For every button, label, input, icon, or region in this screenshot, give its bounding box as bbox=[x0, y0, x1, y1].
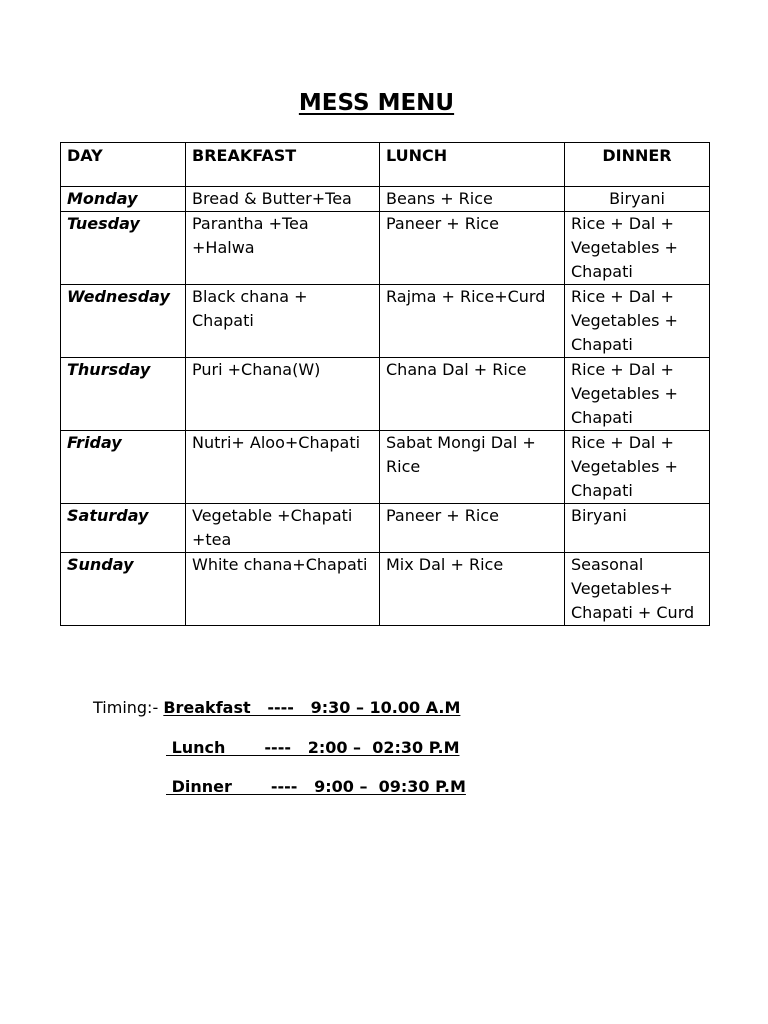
lunch-cell: Rajma + Rice+Curd bbox=[380, 285, 565, 358]
dinner-cell: Rice + Dal + Vegetables + Chapati bbox=[565, 358, 710, 431]
table-row bbox=[61, 187, 710, 212]
table-header-row bbox=[61, 143, 710, 187]
table-row bbox=[61, 504, 710, 553]
lunch-cell: Chana Dal + Rice bbox=[380, 358, 565, 431]
timing-dinner: Dinner ---- 9:00 – 09:30 P.M bbox=[166, 777, 466, 796]
table-row bbox=[61, 431, 710, 504]
header-lunch: LUNCH bbox=[380, 143, 565, 187]
breakfast-cell: Vegetable +Chapati +tea bbox=[186, 504, 380, 553]
day-cell: Sunday bbox=[61, 553, 186, 626]
day-cell: Tuesday bbox=[61, 212, 186, 285]
lunch-cell: Beans + Rice bbox=[380, 187, 565, 212]
lunch-cell: Sabat Mongi Dal + Rice bbox=[380, 431, 565, 504]
header-dinner: DINNER bbox=[565, 143, 710, 187]
lunch-cell: Paneer + Rice bbox=[380, 212, 565, 285]
breakfast-cell: White chana+Chapati bbox=[186, 553, 380, 626]
day-cell: Saturday bbox=[61, 504, 186, 553]
day-cell: Monday bbox=[61, 187, 186, 212]
dinner-cell: Biryani bbox=[565, 187, 710, 212]
breakfast-cell: Puri +Chana(W) bbox=[186, 358, 380, 431]
page-title: MESS MENU bbox=[298, 90, 455, 116]
mess-menu-table bbox=[60, 142, 710, 626]
header-breakfast: BREAKFAST bbox=[186, 143, 380, 187]
timing-lunch-line bbox=[166, 738, 459, 757]
table-row bbox=[61, 285, 710, 358]
day-cell: Wednesday bbox=[61, 285, 186, 358]
lunch-cell: Paneer + Rice bbox=[380, 504, 565, 553]
breakfast-cell: Nutri+ Aloo+Chapati bbox=[186, 431, 380, 504]
day-cell: Thursday bbox=[61, 358, 186, 431]
timing-breakfast-line bbox=[93, 698, 460, 717]
timing-breakfast: Breakfast ---- 9:30 – 10.00 A.M bbox=[163, 698, 461, 717]
dinner-cell: Rice + Dal + Vegetables + Chapati bbox=[565, 431, 710, 504]
lunch-cell: Mix Dal + Rice bbox=[380, 553, 565, 626]
table-row bbox=[61, 212, 710, 285]
breakfast-cell: Black chana + Chapati bbox=[186, 285, 380, 358]
breakfast-cell: Parantha +Tea +Halwa bbox=[186, 212, 380, 285]
day-cell: Friday bbox=[61, 431, 186, 504]
dinner-cell: Seasonal Vegetables+ Chapati + Curd bbox=[565, 553, 710, 626]
table-row bbox=[61, 553, 710, 626]
timing-lunch: Lunch ---- 2:00 – 02:30 P.M bbox=[166, 738, 460, 757]
dinner-cell: Biryani bbox=[565, 504, 710, 553]
dinner-cell: Rice + Dal + Vegetables + Chapati bbox=[565, 212, 710, 285]
table-row bbox=[61, 358, 710, 431]
timing-dinner-line bbox=[166, 777, 466, 796]
timing-label: Timing:- bbox=[93, 698, 164, 717]
dinner-cell: Rice + Dal + Vegetables + Chapati bbox=[565, 285, 710, 358]
breakfast-cell: Bread & Butter+Tea bbox=[186, 187, 380, 212]
header-day: DAY bbox=[61, 143, 186, 187]
